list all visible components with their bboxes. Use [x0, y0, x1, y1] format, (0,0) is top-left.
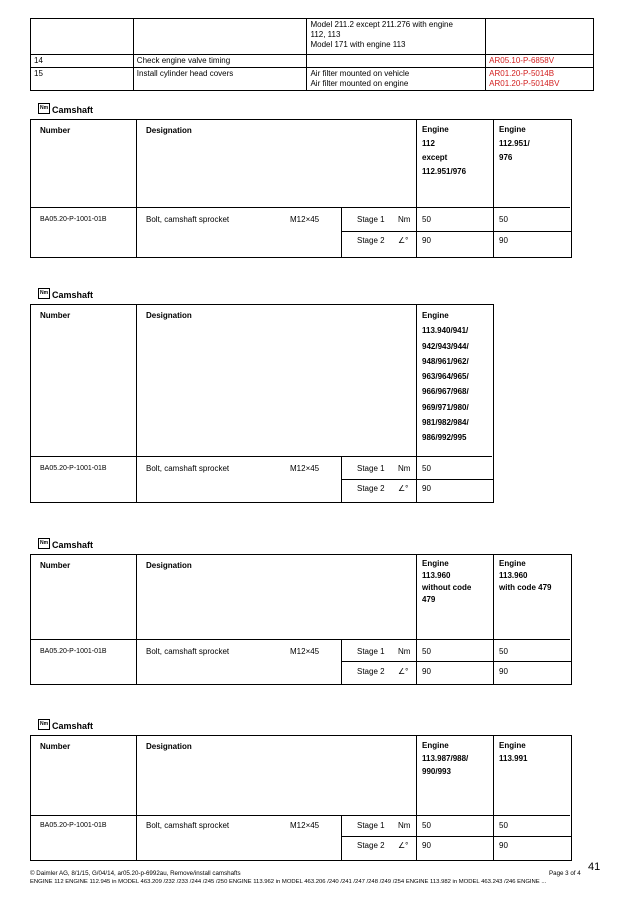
condition-text: Air filter mounted on vehicle [310, 69, 410, 78]
angle-value: 90 [499, 667, 508, 676]
reference-link[interactable]: AR05.10-P-6858V [486, 55, 594, 68]
stage-label: Stage 1 [357, 647, 385, 656]
engine-column-header: Engine 113.991 [499, 741, 528, 763]
engine-column-header: Engine 112 except 112.951/976 [422, 125, 467, 176]
stage-label: Stage 1 [357, 464, 385, 473]
part-number: BA05.20-P-1001-01B [40, 465, 107, 472]
angle-value: 90 [422, 236, 431, 245]
stage-unit: Nm [398, 464, 411, 473]
section-title: Camshaft [52, 540, 94, 550]
reference-link[interactable]: AR01.20-P-5014B [489, 69, 555, 78]
part-designation: Bolt, camshaft sprocket [146, 647, 230, 656]
stage-label: Stage 2 [357, 484, 385, 493]
part-number: BA05.20-P-1001-01B [40, 216, 107, 223]
stage-label: Stage 1 [357, 215, 385, 224]
footer-engine-list: ENGINE 112 ENGINE 112.945 in MODEL 463.209 /232 /233 /244 /245 /250 ENGINE 113.962 in MODEL 463.206 /240 /241 /247 /248 /249 /254 ENGINE 113.982 in MODEL 463.243 /246 ENGINE ... [30, 879, 547, 885]
torque-nm-icon: Nm [38, 288, 50, 299]
torque-value: 50 [422, 464, 431, 473]
torque-nm-icon: Nm [38, 538, 50, 549]
model-note-line-2: 112, 113 [310, 30, 341, 39]
torque-value: 50 [422, 215, 431, 224]
top-steps-table [30, 18, 594, 91]
step-number: 15 [31, 68, 134, 91]
torque-table [30, 554, 572, 685]
torque-value: 50 [422, 821, 431, 830]
step-label: Check engine valve timing [133, 55, 307, 68]
angle-value: 90 [422, 667, 431, 676]
model-note-line-3: Model 171 with engine 113 [310, 40, 406, 49]
part-designation: Bolt, camshaft sprocket [146, 215, 230, 224]
angle-value: 90 [499, 841, 508, 850]
engine-column-header: Engine 113.960 without code 479 [422, 559, 472, 604]
column-header-designation: Designation [146, 311, 192, 320]
torque-table [30, 735, 572, 861]
part-designation: Bolt, camshaft sprocket [146, 464, 230, 473]
part-number: BA05.20-P-1001-01B [40, 822, 107, 829]
column-header-number: Number [40, 311, 71, 320]
column-header-designation: Designation [146, 126, 192, 135]
stage-unit: Nm [398, 821, 411, 830]
column-header-designation: Designation [146, 561, 192, 570]
model-note-line-1: Model 211.2 except 211.276 with engine [310, 20, 453, 29]
column-header-number: Number [40, 126, 71, 135]
torque-value: 50 [499, 647, 508, 656]
stage-unit: ∠° [398, 236, 409, 245]
part-size: M12×45 [290, 647, 320, 656]
step-number: 14 [31, 55, 134, 68]
section-title: Camshaft [52, 721, 94, 731]
part-size: M12×45 [290, 215, 320, 224]
stage-unit: ∠° [398, 667, 409, 676]
angle-value: 90 [422, 841, 431, 850]
torque-value: 50 [422, 647, 431, 656]
part-size: M12×45 [290, 464, 320, 473]
torque-nm-icon: Nm [38, 719, 50, 730]
page-number: 41 [588, 861, 601, 873]
engine-column-header: Engine 113.987/988/ 990/993 [422, 741, 469, 776]
stage-label: Stage 1 [357, 821, 385, 830]
column-header-designation: Designation [146, 742, 192, 751]
stage-label: Stage 2 [357, 667, 385, 676]
torque-value: 50 [499, 215, 508, 224]
angle-value: 90 [422, 484, 431, 493]
reference-link[interactable]: AR01.20-P-5014BV [489, 79, 560, 88]
torque-table [30, 119, 572, 258]
stage-unit: ∠° [398, 484, 409, 493]
section-title: Camshaft [52, 290, 94, 300]
condition-text: Air filter mounted on engine [310, 79, 409, 88]
stage-label: Stage 2 [357, 841, 385, 850]
engine-column-header: Engine 113.960 with code 479 [499, 559, 552, 592]
part-size: M12×45 [290, 821, 320, 830]
stage-unit: Nm [398, 647, 411, 656]
footer-page: Page 3 of 4 [549, 870, 581, 877]
stage-unit: ∠° [398, 841, 409, 850]
column-header-number: Number [40, 742, 71, 751]
table-row [31, 19, 594, 55]
footer-copyright: © Daimler AG, 8/1/15, G/04/14, ar05.20-p-6992au, Remove/install camshafts [30, 870, 241, 877]
part-designation: Bolt, camshaft sprocket [146, 821, 230, 830]
stage-unit: Nm [398, 215, 411, 224]
section-title: Camshaft [52, 105, 94, 115]
engine-column-header: Engine 113.940/941/ 942/943/944/ 948/961/962/ 963/964/965/ 966/967/968/ 969/971/980/ 981/982/984/ 986/992/995 [422, 311, 469, 443]
column-header-number: Number [40, 561, 71, 570]
part-number: BA05.20-P-1001-01B [40, 648, 107, 655]
table-row [31, 55, 594, 68]
engine-column-header: Engine 112.951/ 976 [499, 125, 530, 162]
torque-nm-icon: Nm [38, 103, 50, 114]
table-row [31, 68, 594, 91]
stage-label: Stage 2 [357, 236, 385, 245]
step-label: Install cylinder head covers [133, 68, 307, 91]
angle-value: 90 [499, 236, 508, 245]
torque-value: 50 [499, 821, 508, 830]
